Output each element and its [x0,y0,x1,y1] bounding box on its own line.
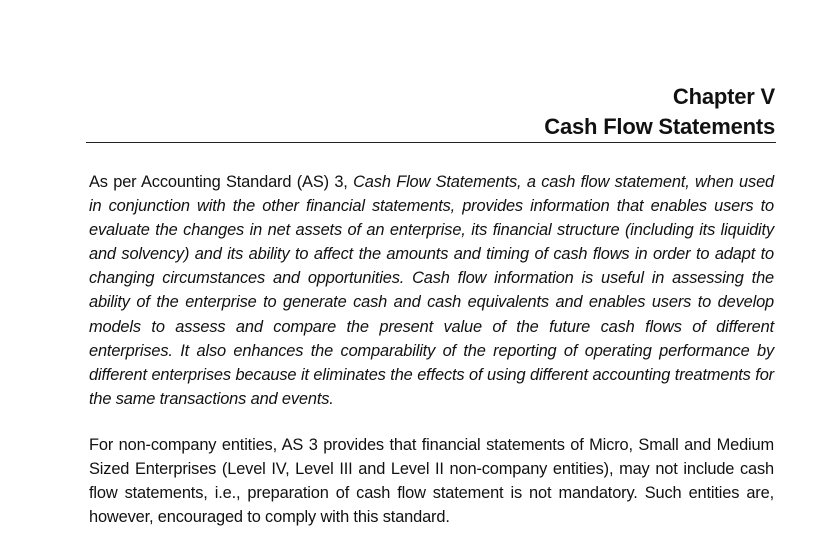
chapter-header [88,82,775,142]
paragraph-lead-text: As per Accounting Standard (AS) 3, [89,173,354,191]
chapter-number: Chapter V [672,84,775,109]
header-divider [86,142,776,143]
chapter-title: Cash Flow Statements [544,114,775,139]
paragraph-non-company-entities: For non-company entities, AS 3 provides that financial statements of Micro, Small and Medium Sized Enterprises (Level IV, Level III and Level II non-company entities), may not include cash flow statements, i.e., preparation of cash flow statement is not mandatory. Such entities are, however, encouraged to comply with this standard. [89,436,774,527]
paragraph-as3-definition [89,170,774,411]
paragraph-italic-text: Cash Flow Statements, a cash flow statement, when used in conjunction with the other financial statements, provides information that enables users to evaluate the changes in net assets of an enterprise, its financial structure (including its liquidity and solvency) and its ability to affect the amounts and timing of cash flows in order to adapt to changing circumstances and opportunities. Cash flow information is useful in assessing the ability of the enterprise to generate cash and cash equivalents and enables users to develop models to assess and compare the present value of the future cash flows of different enterprises. It also enhances the comparability of the reporting of operating performance by different enterprises because it eliminates the effects of using different accounting treatments for the same transactions and events. [89,173,774,408]
